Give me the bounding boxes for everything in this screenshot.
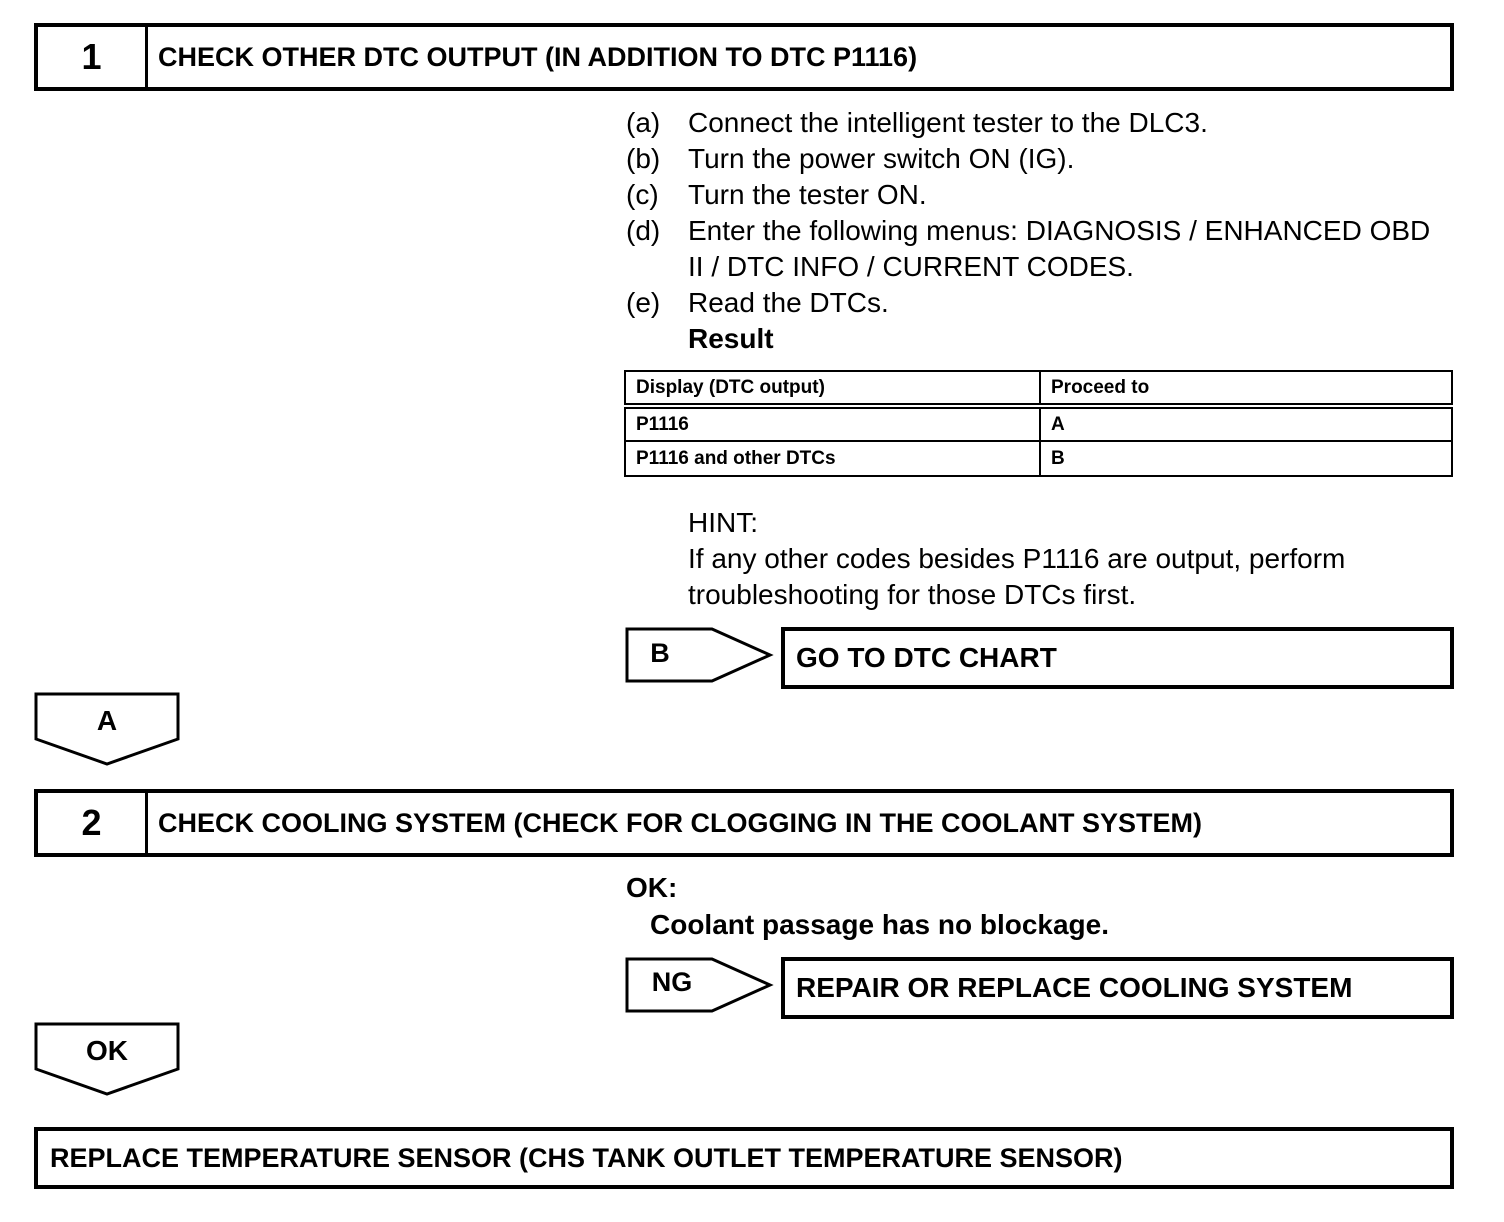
table-header-cell: Display (DTC output) — [625, 371, 1040, 406]
instruction-letter: (c) — [626, 179, 659, 210]
instruction-item — [626, 213, 1446, 285]
step-1-title: CHECK OTHER DTC OUTPUT (IN ADDITION TO DTC P1116) — [158, 41, 918, 72]
instruction-letter: (b) — [626, 143, 661, 174]
ok-criteria-text: Coolant passage has no blockage. — [650, 909, 1110, 940]
table-cell: A — [1040, 406, 1452, 441]
table-cell: P1116 and other DTCs — [625, 441, 1040, 476]
instruction-letter: (d) — [626, 215, 661, 246]
instruction-item — [626, 285, 1446, 321]
instruction-letter: (e) — [626, 287, 661, 318]
repair-cooling-system-box: REPAIR OR REPLACE COOLING SYSTEM — [781, 957, 1454, 1019]
table-row — [625, 406, 1452, 441]
result-label-row — [626, 321, 1446, 357]
table-row — [625, 441, 1452, 476]
instruction-text: Enter the following menus: DIAGNOSIS / ENHANCED OBD II / DTC INFO / CURRENT CODES. — [688, 215, 1431, 282]
step-1-instructions — [626, 105, 1446, 357]
instruction-letter: (a) — [626, 107, 661, 138]
instruction-text: Turn the tester ON. — [688, 179, 927, 210]
branch-ng-label: NG — [651, 967, 693, 997]
replace-temperature-sensor-box: REPLACE TEMPERATURE SENSOR (CHS TANK OUTLET TEMPERATURE SENSOR) — [34, 1127, 1454, 1189]
instruction-item — [626, 141, 1446, 177]
table-header-row — [625, 371, 1452, 406]
continue-a-label: A — [96, 705, 118, 736]
branch-b-label: B — [650, 638, 670, 668]
result-table — [624, 370, 1453, 477]
hint-block — [688, 505, 1448, 613]
ok-criteria-label: OK: — [626, 872, 678, 903]
step-2-header — [34, 789, 1454, 857]
step-1-number: 1 — [38, 27, 148, 87]
step-2-number: 2 — [38, 793, 148, 853]
instruction-item — [626, 177, 1446, 213]
instruction-text: Connect the intelligent tester to the DLC3. — [688, 107, 1208, 138]
instruction-text: Read the DTCs. — [688, 287, 889, 318]
hint-label: HINT: — [688, 507, 758, 538]
table-cell: P1116 — [625, 406, 1040, 441]
step-1-header — [34, 23, 1454, 91]
step-2-title: CHECK COOLING SYSTEM (CHECK FOR CLOGGING IN THE COOLANT SYSTEM) — [158, 807, 1203, 838]
result-label: Result — [688, 323, 774, 354]
go-to-dtc-chart-box: GO TO DTC CHART — [781, 627, 1454, 689]
continue-ok-label: OK — [86, 1035, 128, 1066]
table-header-cell: Proceed to — [1040, 371, 1452, 406]
hint-text: If any other codes besides P1116 are output, perform troubleshooting for those DTCs first. — [688, 543, 1346, 610]
table-cell: B — [1040, 441, 1452, 476]
instruction-item — [626, 105, 1446, 141]
instruction-text: Turn the power switch ON (IG). — [688, 143, 1075, 174]
